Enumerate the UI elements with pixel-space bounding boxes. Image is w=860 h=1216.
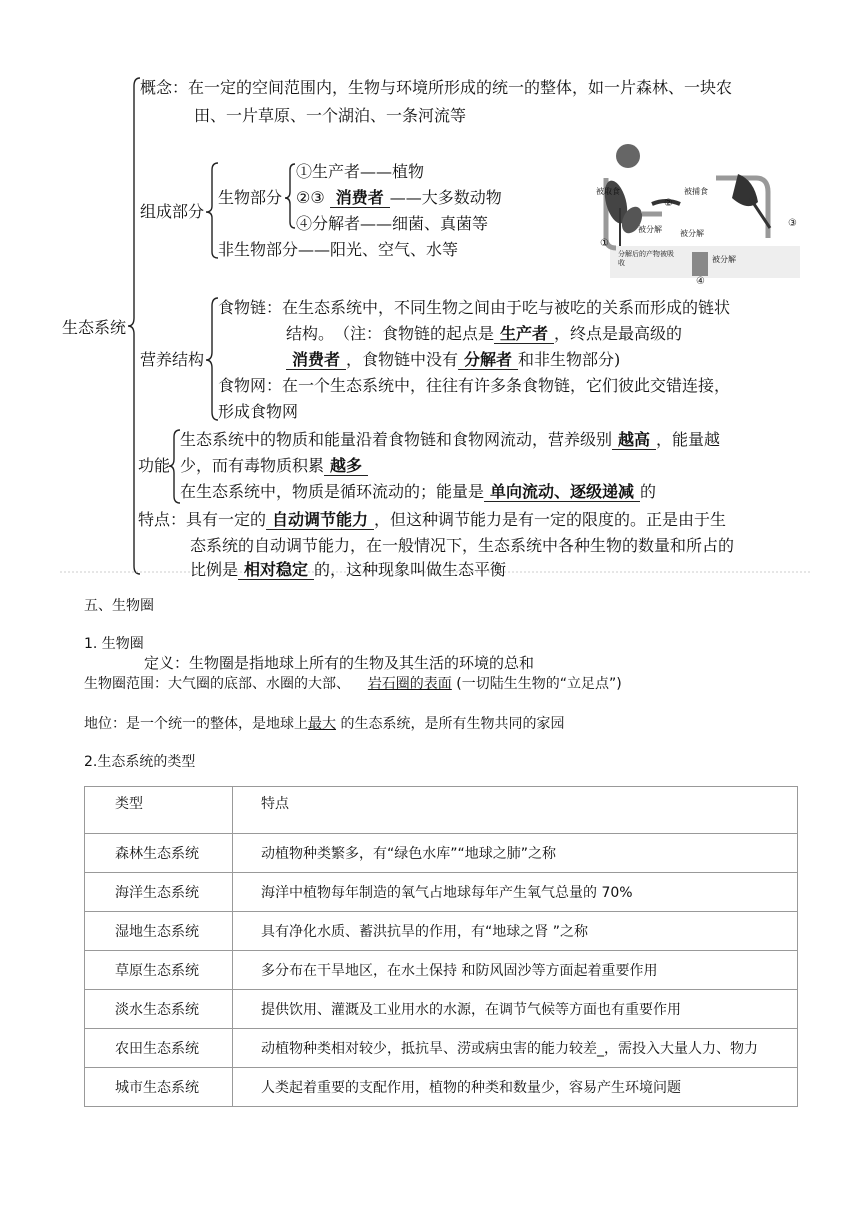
feature-text3b: 的，这种现象叫做生态平衡	[314, 560, 507, 579]
feature-line2: 态系统的自动调节能力，在一般情况下，生态系统中各种生物的数量和所占的	[190, 536, 735, 555]
food-web-line2: 形成食物网	[218, 402, 299, 421]
table-cell-type: 城市生态系统	[85, 1068, 233, 1107]
function-text1b: ，能量越	[656, 430, 721, 449]
label-decomposed-1: 被分解	[638, 225, 662, 234]
mindmap-root: 生态系统	[62, 318, 127, 337]
num-3: ③	[788, 218, 797, 229]
ecosystem-diagram	[592, 138, 806, 288]
food-chain-line3	[286, 348, 620, 372]
food-chain-text2b: ，终点是最高级的	[554, 324, 683, 343]
feature-text1a: 具有一定的	[186, 510, 267, 529]
function-text3a: 在生态系统中，物质是循环流动的；能量是	[180, 482, 485, 501]
consumer-answer: 消费者	[330, 188, 390, 208]
feature-line1	[138, 508, 726, 532]
function-text3b: 的	[640, 482, 657, 501]
answer-decomposer: 分解者	[458, 350, 518, 370]
table-cell-type: 海洋生态系统	[85, 873, 233, 912]
bio-part-label: 生物部分	[218, 188, 283, 207]
food-chain-text3a: ，食物链中没有	[346, 350, 459, 369]
feature-text3a: 比例是	[190, 560, 239, 579]
range-line	[84, 674, 622, 694]
status-underlined: 最大	[308, 716, 336, 732]
section-heading: 五、生物圈	[84, 598, 154, 614]
label-predated: 被捕食	[684, 187, 708, 196]
table-cell-feature: 提供饮用、灌溉及工业用水的水源，在调节气候等方面也有重要作用	[233, 990, 798, 1029]
food-web-line1: 食物网：在一个生态系统中，往往有许多条食物链，它们彼此交错连接，	[218, 376, 731, 395]
concept-line2: 田、一片草原、一个湖泊、一条河流等	[194, 106, 467, 125]
sun-icon	[616, 144, 640, 168]
function-line1	[180, 428, 720, 452]
function-label: 功能	[138, 456, 171, 475]
status-line	[84, 714, 564, 734]
food-chain-text3b: 和非生物部分)	[518, 350, 621, 369]
table-header-row	[85, 787, 798, 834]
num-4: ④	[696, 276, 705, 287]
feature-label: 特点：	[138, 510, 187, 529]
producer-item: ①生产者——植物	[296, 162, 425, 181]
table-cell-type: 淡水生态系统	[85, 990, 233, 1029]
food-chain-line1: 食物链：在生态系统中，不同生物之间由于吃与被吃的关系而形成的链状	[218, 298, 731, 317]
nonbio-item: 非生物部分——阳光、空气、水等	[218, 240, 459, 259]
table-row	[85, 834, 798, 873]
composition-label: 组成部分	[140, 202, 205, 221]
table-cell-type: 森林生态系统	[85, 834, 233, 873]
answer-higher: 越高	[612, 430, 656, 450]
table-row	[85, 1029, 798, 1068]
table-row	[85, 951, 798, 990]
table-cell-feature: 多分布在干旱地区，在水土保持 和防风固沙等方面起着重要作用	[233, 951, 798, 990]
num-1: ①	[600, 238, 609, 249]
table-row	[85, 990, 798, 1029]
subheading-1: 1. 生物圈	[84, 636, 144, 652]
decomposer-item: ④分解者——细菌、真菌等	[296, 214, 489, 233]
table-cell-feature: 具有净化水质、蓄洪抗旱的作用，有“地球之肾 ”之称	[233, 912, 798, 951]
ecosystem-types-table	[84, 786, 798, 1107]
table-cell-type: 草原生态系统	[85, 951, 233, 990]
range-underlined: 岩石圈的表面	[367, 676, 452, 692]
table-cell-feature: 动植物种类相对较少，抵抗旱、涝或病虫害的能力较差_，需投入大量人力、物力	[233, 1029, 798, 1068]
answer-selfreg: 自动调节能力	[266, 510, 374, 530]
table-header-type: 类型	[85, 787, 233, 834]
function-text2a: 少，而有毒物质积累	[180, 456, 325, 475]
table-row	[85, 1068, 798, 1107]
label-eaten: 被取食	[596, 187, 620, 196]
table-header-feature: 特点	[233, 787, 798, 834]
answer-more: 越多	[324, 456, 368, 476]
answer-producer: 生产者	[494, 324, 554, 344]
table-cell-feature: 海洋中植物每年制造的氧气占地球每年产生氧气总量的 70%	[233, 873, 798, 912]
table-cell-type: 农田生态系统	[85, 1029, 233, 1068]
structure-label: 营养结构	[140, 350, 205, 369]
num-2: ②	[664, 198, 673, 209]
label-decomposed-2: 被分解	[680, 229, 704, 238]
consumer-prefix: ②③	[296, 188, 325, 207]
answer-energy: 单向流动、逐级递减	[484, 482, 640, 502]
function-text1a: 生态系统中的物质和能量沿着食物链和食物网流动，营养级别	[180, 430, 613, 449]
fungi-icon	[692, 252, 708, 276]
table-row	[85, 873, 798, 912]
feature-line3	[190, 558, 506, 582]
status-text-b: 的生态系统，是所有生物共同的家园	[340, 716, 565, 732]
status-text-a: 地位：是一个统一的整体，是地球上	[84, 716, 308, 732]
subheading-2: 2.生态系统的类型	[84, 754, 196, 770]
function-line3	[180, 480, 656, 504]
food-chain-text2a: 结构。 （注：食物链的起点是	[286, 324, 495, 343]
consumer-item	[296, 186, 502, 210]
definition: 定义：生物圈是指地球上所有的生物及其生活的环境的总和	[144, 654, 535, 672]
feature-text1b: ，但这种调节能力是有一定的限度的。正是由于生	[374, 510, 727, 529]
table-cell-type: 湿地生态系统	[85, 912, 233, 951]
answer-consumer: 消费者	[286, 350, 346, 370]
label-decomposed-3: 被分解	[712, 255, 736, 264]
consumer-suffix: ——大多数动物	[389, 188, 502, 207]
food-chain-line2	[286, 322, 682, 346]
table-cell-feature: 动植物种类繁多，有“绿色水库”“地球之肺”之称	[233, 834, 798, 873]
range-text-b: (一切陆生生物的“立足点”)	[456, 676, 622, 692]
concept-label: 概念：	[140, 78, 189, 97]
table-cell-feature: 人类起着重要的支配作用，植物的种类和数量少，容易产生环境问题	[233, 1068, 798, 1107]
answer-stable: 相对稳定	[238, 560, 314, 580]
function-line2	[180, 454, 368, 478]
table-row	[85, 912, 798, 951]
label-products: 分解后的产物被吸收	[618, 250, 674, 267]
concept-line1	[140, 76, 732, 100]
range-text-a: 生物圈范围：大气圈的底部、水圈的大部、	[84, 676, 350, 692]
concept-text1: 在一定的空间范围内，生物与环境所形成的统一的整体，如一片森林、一块农	[188, 78, 733, 97]
